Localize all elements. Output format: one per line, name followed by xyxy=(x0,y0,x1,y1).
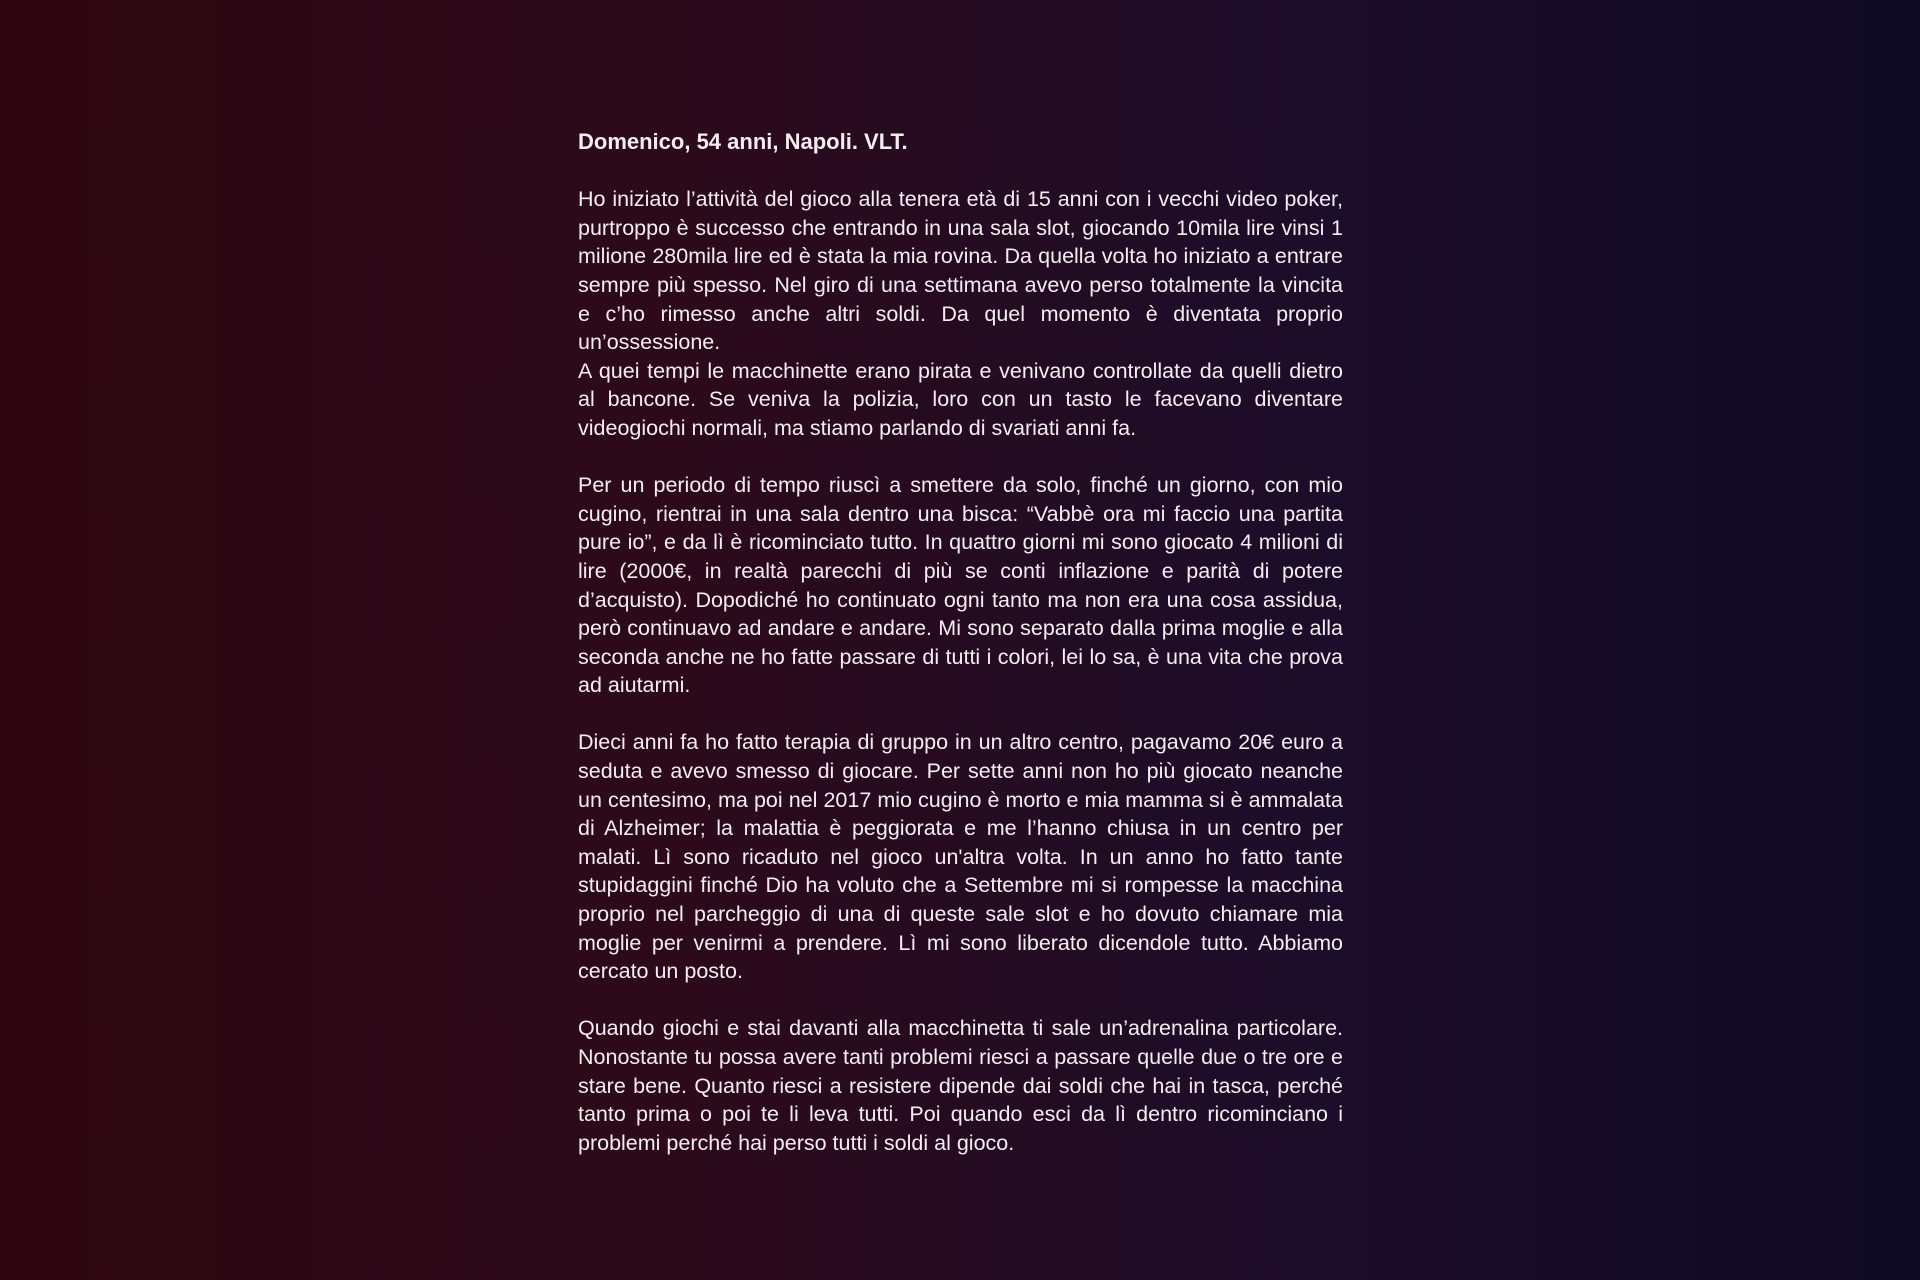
paragraph-4: Dieci anni fa ho fatto terapia di gruppo in un altro centro, pagavamo 20€ euro a seduta e avevo smesso di giocare. Per sette anni non ho più giocato neanche un centesimo, ma poi nel 2017 mio cugino è morto e mia mamma si è ammalata di Alzheimer; la malattia è peggiorata e me l’hanno chiusa in un centro per malati. Lì sono ricaduto nel gioco un'altra volta. In un anno ho fatto tante stupidaggini finché Dio ha voluto che a Settembre mi si rompesse la macchina proprio nel parcheggio di una di queste sale slot e ho dovuto chiamare mia moglie per venirmi a prendere. Lì mi sono liberato dicendole tutto. Abbiamo cercato un posto. xyxy=(578,730,1343,984)
paragraph-5: Quando giochi e stai davanti alla macchinetta ti sale un’adrenalina particolare. Nonostante tu possa avere tanti problemi riesci a passare quelle due o tre ore e stare bene. Quanto riesci a resistere dipende dai soldi che hai in tasca, perché tanto prima o poi te li leva tutti. Poi quando esci da lì dentro ricominciano i problemi perché hai perso tutti i soldi al gioco. xyxy=(578,1016,1343,1155)
paragraph-3: Per un periodo di tempo riuscì a smettere da solo, finché un giorno, con mio cugino, rientrai in una sala dentro una bisca: “Vabbè ora mi faccio una partita pure io”, e da lì è ricominciato tutto. In quattro giorni mi sono giocato 4 milioni di lire (2000€, in realtà parecchi di più se conti inflazione e parità di potere d’acquisto). Dopodiché ho continuato ogni tanto ma non era una cosa assidua, però continuavo ad andare e andare. Mi sono separato dalla prima moglie e alla seconda anche ne ho fatte passare di tutti i colori, lei lo sa, è una vita che prova ad aiutarmi. xyxy=(578,473,1343,698)
paragraph-1: Ho iniziato l’attività del gioco alla tenera età di 15 anni con i vecchi video poker, purtroppo è successo che entrando in una sala slot, giocando 10mila lire vinsi 1 milione 280mila lire ed è stata la mia rovina. Da quella volta ho iniziato a entrare sempre più spesso. Nel giro di una settimana avevo perso totalmente la vincita e c’ho rimesso anche altri soldi. Da quel momento è diventata proprio un’ossessione. xyxy=(578,187,1343,355)
testimony-title: Domenico, 54 anni, Napoli. VLT. xyxy=(578,129,908,154)
paragraph-2: A quei tempi le macchinette erano pirata e venivano controllate da quelli dietro al bancone. Se veniva la polizia, loro con un tasto le facevano diventare videogiochi normali, ma stiamo parlando di svariati anni fa. xyxy=(578,358,1343,440)
testimony-text-block xyxy=(578,128,1343,1157)
paragraph-spacer xyxy=(578,986,1343,1015)
paragraph-spacer xyxy=(578,700,1343,729)
paragraph-spacer xyxy=(578,443,1343,472)
